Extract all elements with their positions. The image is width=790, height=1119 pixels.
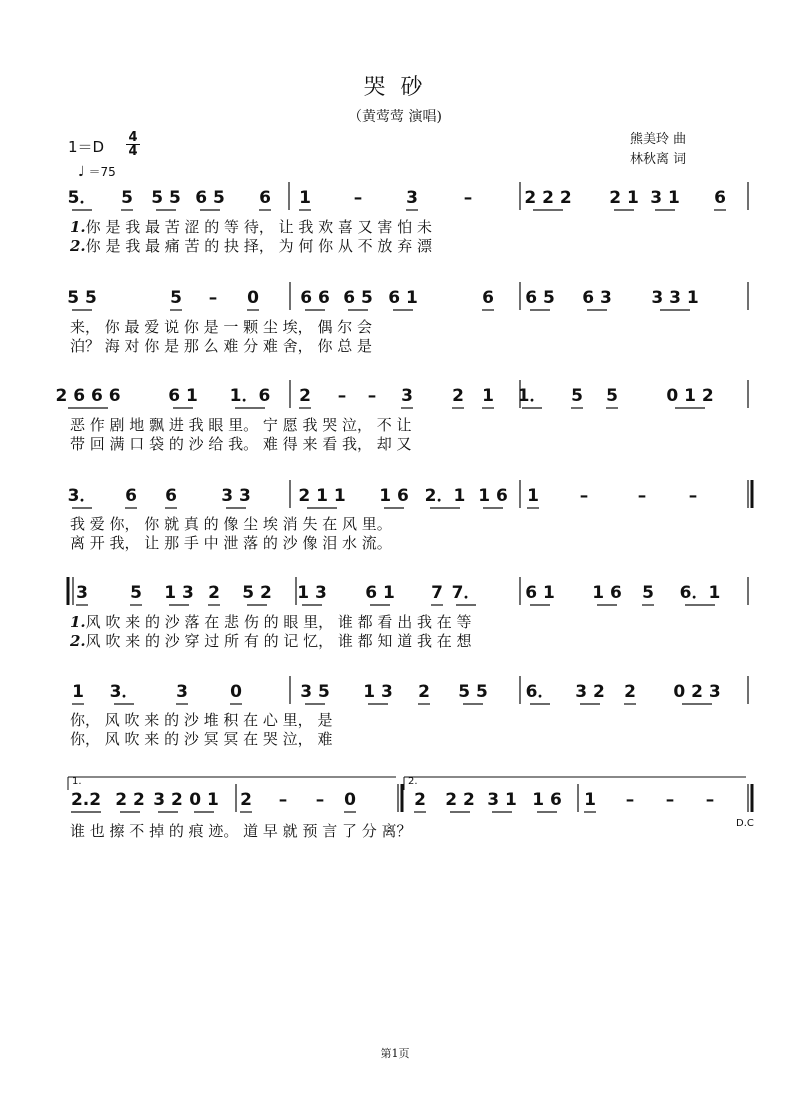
lyric-line [70,711,332,729]
lyric-line [70,632,472,650]
lyric-text: 我 爱 你， 你 就 真 的 像 尘 埃 消 失 在 风 里。 [70,515,392,533]
note: 1 3 [363,682,393,702]
note: – [315,790,325,810]
lyric-line [70,435,412,453]
song-title: 哭 砂 [363,75,427,100]
note: 2．1 [424,486,466,506]
note: 2 [208,583,220,603]
lyric-line [70,416,412,434]
note: 2 6 6 6 [55,386,121,406]
note: 3 1 [650,188,680,208]
lyric-text: 风 吹 来 的 沙 穿 过 所 有 的 记 忆， 谁 都 知 道 我 在 想 [85,632,472,650]
note: 6 [259,188,271,208]
note: 1 6 [478,486,508,506]
note: 5 [571,386,583,406]
note: 1． [517,386,547,406]
note: – [705,790,715,810]
note: 3 [76,583,88,603]
note: 2 [624,682,636,702]
note: 3 1 [487,790,517,810]
verse-number: 2. [70,632,86,650]
lyric-text: 你， 风 吹 来 的 沙 堆 积 在 心 里， 是 [70,711,333,729]
note: 1 [527,486,539,506]
lyric-line [70,534,392,552]
note: 1 [299,188,311,208]
note: 6 5 [343,288,373,308]
note: 6 1 [388,288,418,308]
note: 3 2 [575,682,605,702]
note: 6 5 [195,188,225,208]
lyricist-credit: 林秋离 词 [630,152,687,167]
note: 1 6 [592,583,622,603]
note: – [337,386,347,406]
note: 3 [176,682,188,702]
note: 6 1 [525,583,555,603]
note: 3 2 [153,790,183,810]
note: 2 1 [609,188,639,208]
note: 2 2 [115,790,145,810]
note: 3． [109,682,139,702]
note: 6 1 [168,386,198,406]
note: 3 [401,386,413,406]
note: 6 [482,288,494,308]
note: 2 2 2 [524,188,572,208]
note: 6 [165,486,177,506]
note: 1 3 [297,583,327,603]
note: – [637,486,647,506]
note: 6． [525,682,555,702]
page-number: 第1页 [380,1047,410,1060]
verse-number: 2. [70,237,86,255]
note: – [353,188,363,208]
time-bottom: 4 [126,144,140,158]
note: 3． [67,486,97,506]
note: 2 [452,386,464,406]
note: 0 1 [189,790,219,810]
note: – [688,486,698,506]
note: 0 [230,682,242,702]
note: 3 3 [221,486,251,506]
note: 2 [414,790,426,810]
note: 5 [606,386,618,406]
note: – [579,486,589,506]
note: 5 2 [242,583,272,603]
note: 5 [121,188,133,208]
time-top: 4 [128,130,138,145]
note: 7 [431,583,443,603]
note: 1 6 [379,486,409,506]
volta-2-label: 2. [408,776,418,787]
note: 5 5 [458,682,488,702]
note: 3 5 [300,682,330,702]
lyric-line [70,337,372,355]
note: 3 3 1 [651,288,699,308]
note: 2.2 [70,790,102,810]
note: 3 [406,188,418,208]
volta-1-label: 1. [72,776,82,787]
note: 2 [299,386,311,406]
note: 5． [67,188,97,208]
note: – [665,790,675,810]
lyric-text: 你 是 我 最 苦 涩 的 等 待， 让 我 欢 喜 又 害 怕 未 [85,218,432,236]
note: 1．6 [229,386,271,406]
verse-number: 1. [70,218,86,236]
note: 6 [714,188,726,208]
lyric-text: 谁 也 擦 不 掉 的 痕 迹。 道 早 就 预 言 了 分 离？ [70,822,412,840]
note: – [208,288,218,308]
lyric-text: 带 回 满 口 袋 的 沙 给 我。 难 得 来 看 我， 却 又 [70,435,412,453]
lyric-text: 你， 风 吹 来 的 沙 冥 冥 在 哭 泣， 难 [70,730,333,748]
note: 6 6 [300,288,330,308]
lyric-line [70,613,472,631]
verse-number: 1. [70,613,86,631]
note: 1 [584,790,596,810]
lyric-text: 恶 作 剧 地 飘 进 我 眼 里。 宁 愿 我 哭 泣， 不 让 [70,416,412,434]
note: 6 [125,486,137,506]
lyric-line [70,218,432,236]
note: 2 1 1 [298,486,346,506]
note: – [625,790,635,810]
note: 1 [72,682,84,702]
note: 6 5 [525,288,555,308]
note: 0 [247,288,259,308]
note: – [463,188,473,208]
note: 0 1 2 [666,386,714,406]
lyric-text: 你 是 我 最 痛 苦 的 抉 择， 为 何 你 从 不 放 弃 漂 [85,237,432,255]
lyric-text: 泊？ 海 对 你 是 那 么 难 分 难 舍， 你 总 是 [70,337,372,355]
note: 5 [170,288,182,308]
lyric-line [70,730,332,748]
tempo-value: ＝75 [88,165,116,179]
lyric-text: 风 吹 来 的 沙 落 在 悲 伤 的 眼 里， 谁 都 看 出 我 在 等 [85,613,472,631]
note: 5 5 [67,288,97,308]
lyric-line [70,318,372,336]
note: 5 [130,583,142,603]
note: 5 5 [151,188,181,208]
note: 5 [642,583,654,603]
note: 0 2 3 [673,682,721,702]
note: 2 [240,790,252,810]
lyric-text: 来， 你 最 爱 说 你 是 一 颗 尘 埃， 偶 尔 会 [70,318,372,336]
lyric-line [70,237,432,255]
note: 0 [344,790,356,810]
composer-credit: 熊美玲 曲 [630,132,687,147]
dc-mark: D.C [736,818,754,829]
note: – [367,386,377,406]
note: 1 6 [532,790,562,810]
note: 1 [482,386,494,406]
lyric-text: 离 开 我， 让 那 手 中 泄 落 的 沙 像 泪 水 流。 [70,534,392,552]
lyric-line [70,822,412,840]
note: 2 [418,682,430,702]
quarter-note-icon: ♩ [78,164,85,180]
note: – [278,790,288,810]
note: 1 3 [164,583,194,603]
note: 6．1 [679,583,721,603]
song-subtitle: （黄莺莺 演唱) [348,109,442,125]
note: 7． [451,583,481,603]
note: 2 2 [445,790,475,810]
note: 6 1 [365,583,395,603]
key-label: 1＝D [68,138,105,156]
lyric-line [70,515,392,533]
note: 6 3 [582,288,612,308]
